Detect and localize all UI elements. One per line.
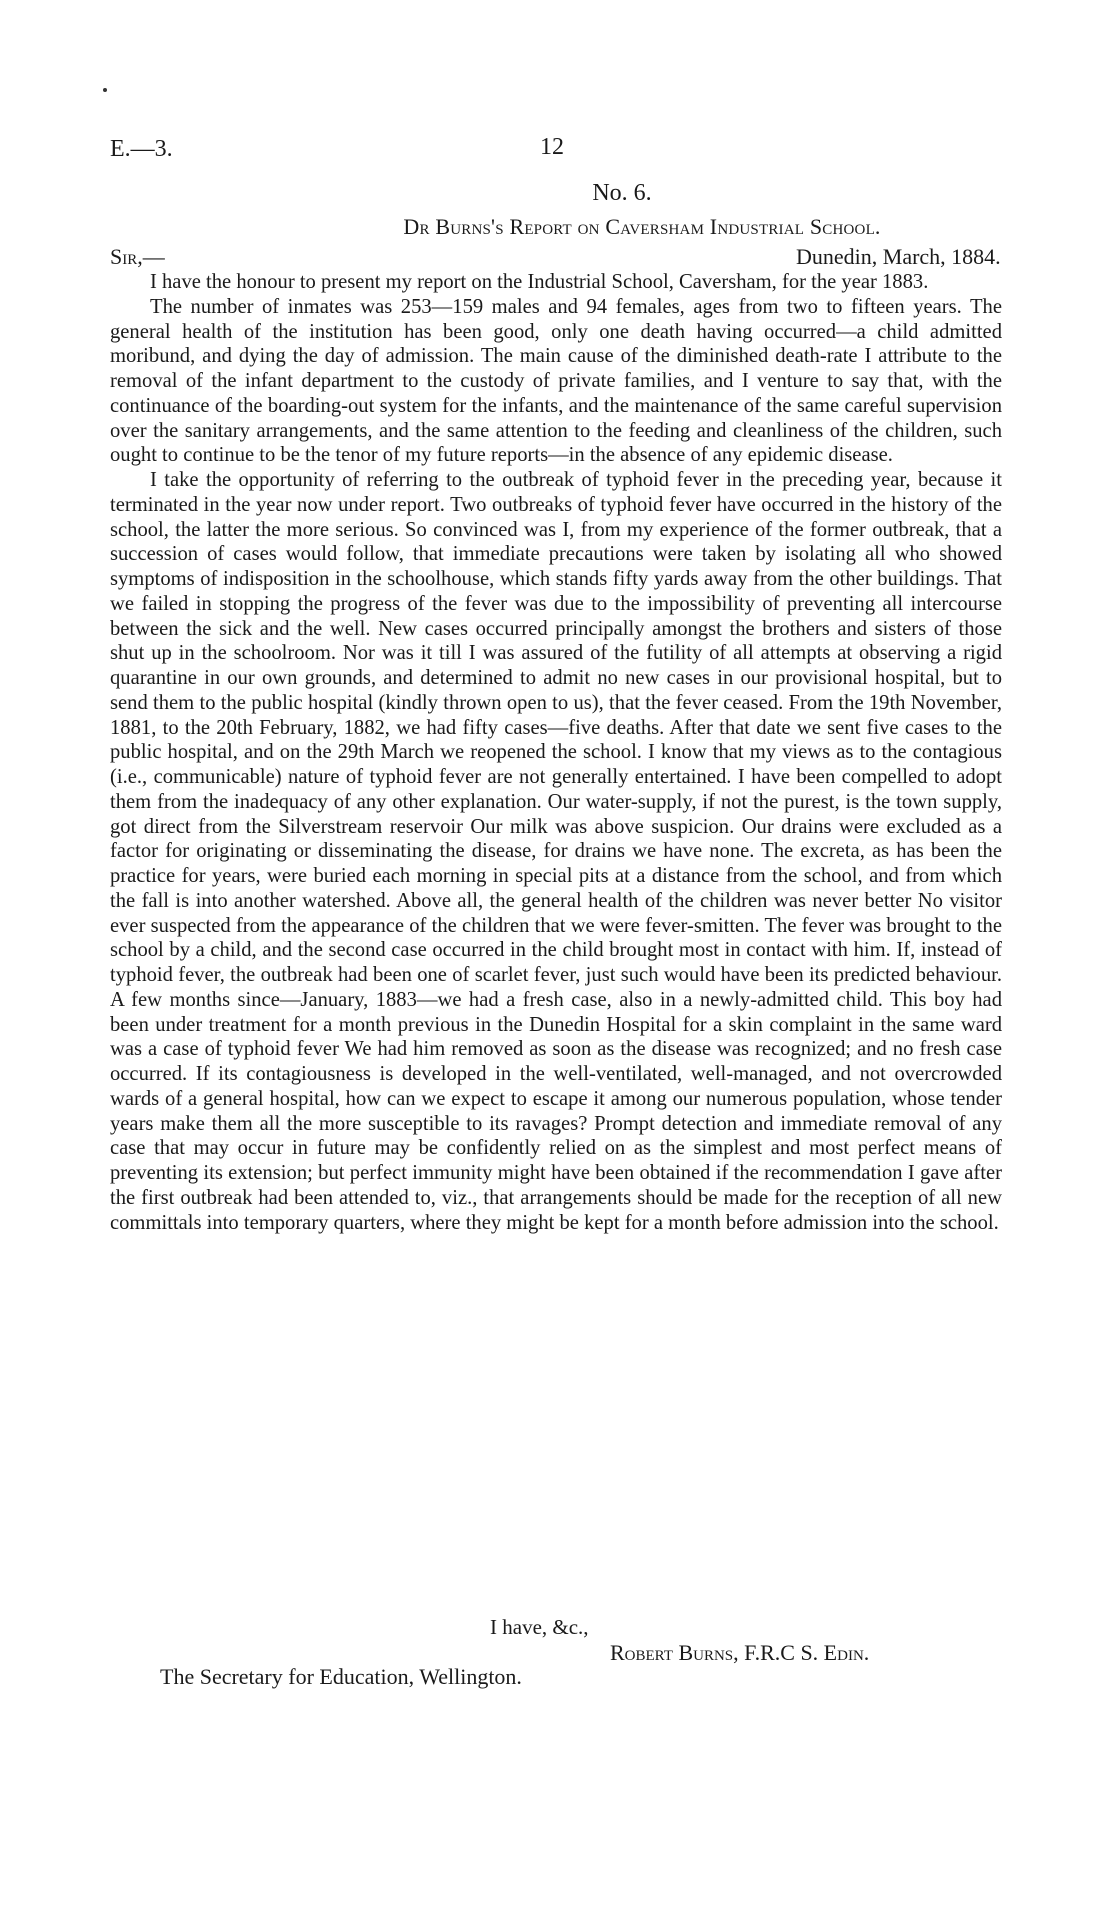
report-title: Dr Burns's Report on Caversham Industrial School.	[403, 214, 881, 239]
closing: I have, &c.,	[490, 1615, 589, 1639]
letter-body	[110, 270, 1002, 1235]
signature: Robert Burns, F.R.C S. Edin.	[610, 1640, 870, 1665]
paragraph: I have the honour to present my report on the Industrial School, Caversham, for the year 1883.	[150, 271, 929, 293]
paragraph: I take the opportunity of referring to the outbreak of typhoid fever in the preceding year, because it terminated in the year now under report. Two outbreaks of typhoid fever have occurred in the history of the school, the latter the more serious. So convinced was I, from my experience of the former outbreak, that a succession of cases would follow, that immediate precautions were taken by isolating all who showed symptoms of indisposition in the schoolhouse, which stands fifty yards away from the other buildings. That we failed in stopping the progress of the fever was due to the impossibility of preventing all intercourse between the sick and the well. New cases occurred principally amongst the brothers and sisters of those shut up in the schoolroom. Nor was it till I was assured of the futility of all attempts at observing a rigid quarantine in our own grounds, and determined to admit no new cases in our provisional hospital, but to send them to the public hospital (kindly thrown open to us), that the fever ceased. From the 19th November, 1881, to the 20th February, 1882, we had fifty cases—five deaths. After that date we sent five cases to the public hospital, and on the 29th March we reopened the school. I know that my views as to the contagious (i.e., communicable) nature of typhoid fever are not generally entertained. I have been compelled to adopt them from the inadequacy of any other explanation. Our water-supply, if not the purest, is the town supply, got direct from the Silverstream reservoir Our milk was above suspicion. Our drains were excluded as a factor for originating or disseminating the disease, for drains we have none. The excreta, as has been the practice for years, were buried each morning in special pits at a distance from the school, and from which the fall is into another watershed. Above all, the general health of the children was never better No visitor ever suspected from the appearance of the children that we were fever-smitten. The fever was brought to the school by a child, and the second case occurred in the child brought most in contact with him. If, instead of typhoid fever, the outbreak had been one of scarlet fever, just such would have been its predicted behaviour. A few months since—January, 1883—we had a fresh case, also in a newly-admitted child. This boy had been under treatment for a month previous in the Dunedin Hospital for a skin complaint in the same ward was a case of typhoid fever We had him removed as soon as the disease was recognized; and no fresh case occurred. If its contagiousness is developed in the well-ventilated, well-managed, and not overcrowded wards of a general hospital, how can we expect to escape it among our numerous population, whose tender years make them all the more susceptible to its ravages? Prompt detection and immediate removal of any case that may occur in future may be confidently relied on as the simplest and most perfect means of preventing its extension; but perfect immunity might have been obtained if the recommendation I gave after the first outbreak had been attended to, viz., that arrangements should be made for the reception of all new committals into temporary quarters, where they might be kept for a month before admission into the school.	[110, 469, 1002, 1234]
salutation: Sir,—	[110, 244, 165, 269]
place-date: Dunedin, March, 1884.	[796, 244, 1001, 269]
page-number: 12	[540, 134, 564, 160]
paragraph: The number of inmates was 253—159 males and 94 females, ages from two to fifteen years. The general health of the institution has been good, only one death having occurred—a child admitted moribund, and dying the day of admission. The main cause of the diminished death-rate I attribute to the removal of the infant department to the custody of private families, and I venture to say that, with the continuance of the boarding-out system for the infants, and the maintenance of the same careful supervision over the sanitary arrangements, and the same attention to the feeding and cleanliness of the children, such ought to continue to be the tenor of my future reports—in the absence of any epidemic disease.	[110, 295, 1002, 467]
margin-mark	[103, 88, 107, 92]
addressee: The Secretary for Education, Wellington.	[160, 1664, 522, 1689]
report-number: No. 6.	[592, 180, 652, 206]
document-code: E.—3.	[110, 136, 173, 162]
